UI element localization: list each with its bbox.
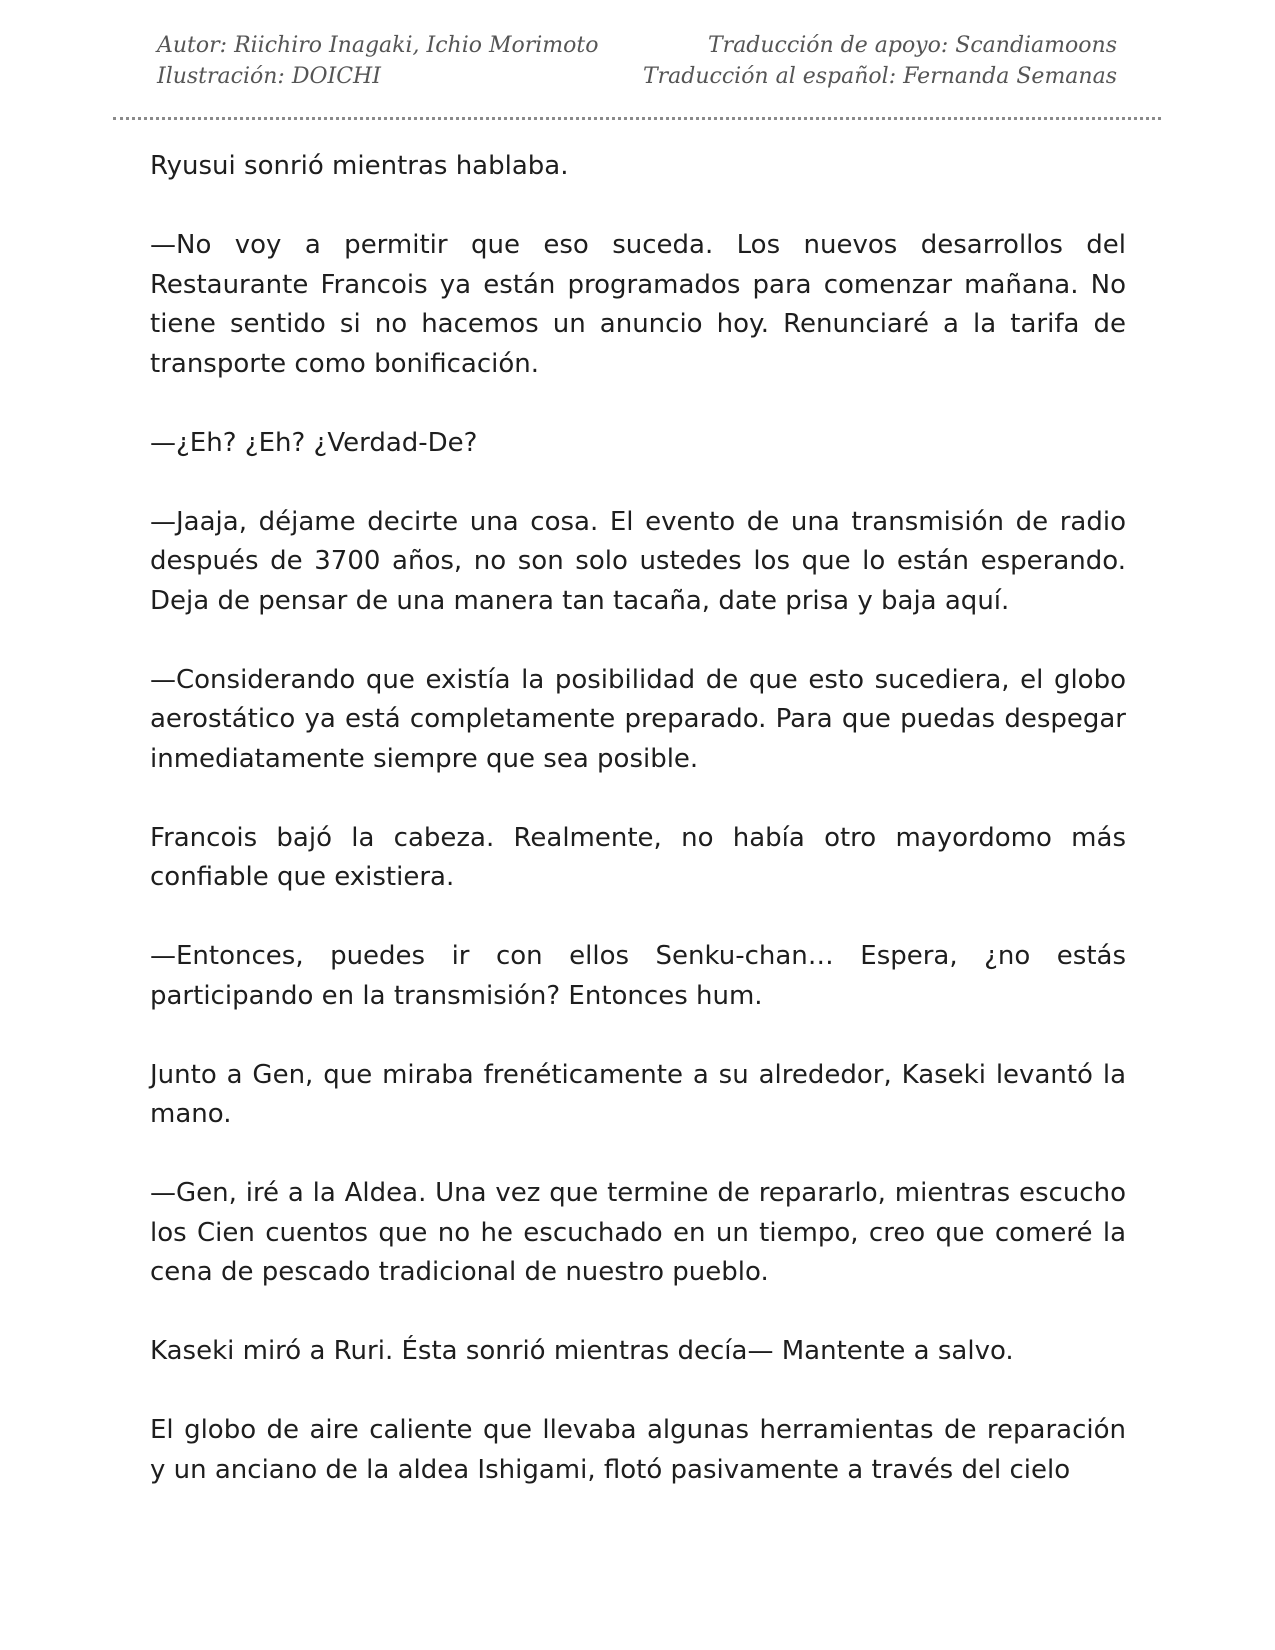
paragraph: El globo de aire caliente que llevaba algunas herramientas de reparación y un anciano de la aldea Ishigami, flotó pasivamente a través del cielo bbox=[150, 1415, 1126, 1485]
paragraph: Ryusui sonrió mientras hablaba. bbox=[150, 151, 569, 181]
paragraph: —Jaaja, déjame decirte una cosa. El evento de una transmisión de radio después de 3700 años, no son solo ustedes los que lo están esperando. Deja de pensar de una manera tan tacaña, date prisa y baja aquí. bbox=[150, 506, 1126, 616]
paragraph: Junto a Gen, que miraba frenéticamente a su alrededor, Kaseki levantó la mano. bbox=[150, 1059, 1126, 1129]
paragraph: —No voy a permitir que eso suceda. Los nuevos desarrollos del Restaurante Francois ya están programados para comenzar mañana. No tiene sentido si no hacemos un anuncio hoy. Renunciaré a la tarifa de transporte como bonificación. bbox=[150, 230, 1126, 379]
header-credits-left bbox=[157, 30, 598, 92]
spanish-translation-credit: Traducción al español: Fernanda Semanas bbox=[642, 64, 1117, 89]
header-credits-right bbox=[643, 30, 1117, 92]
paragraph: —¿Eh? ¿Eh? ¿Verdad-De? bbox=[150, 427, 478, 458]
support-translation-credit: Traducción de apoyo: Scandiamoons bbox=[708, 33, 1117, 58]
paragraph: —Gen, iré a la Aldea. Una vez que termine de repararlo, mientras escucho los Cien cuentos que no he escuchado en un tiempo, creo que comeré la cena de pescado tradicional de nuestro pueblo. bbox=[150, 1178, 1126, 1287]
page-header bbox=[157, 30, 1117, 100]
paragraph: Francois bajó la cabeza. Realmente, no había otro mayordomo más confiable que existiera. bbox=[150, 822, 1126, 892]
header-divider bbox=[113, 117, 1161, 120]
page-body bbox=[150, 147, 1126, 1490]
paragraph: Kaseki miró a Ruri. Ésta sonrió mientras decía— Mantente a salvo. bbox=[150, 1336, 1014, 1366]
paragraph: —Considerando que existía la posibilidad de que esto sucediera, el globo aerostático ya está completamente preparado. Para que puedas despegar inmediatamente siempre que sea posible. bbox=[150, 664, 1126, 774]
illustration-credit: Ilustración: DOICHI bbox=[157, 64, 381, 89]
author-credit: Autor: Riichiro Inagaki, Ichio Morimoto bbox=[157, 33, 599, 58]
paragraph: —Entonces, puedes ir con ellos Senku-chan… Espera, ¿no estás participando en la transmisión? Entonces hum. bbox=[150, 941, 1126, 1011]
